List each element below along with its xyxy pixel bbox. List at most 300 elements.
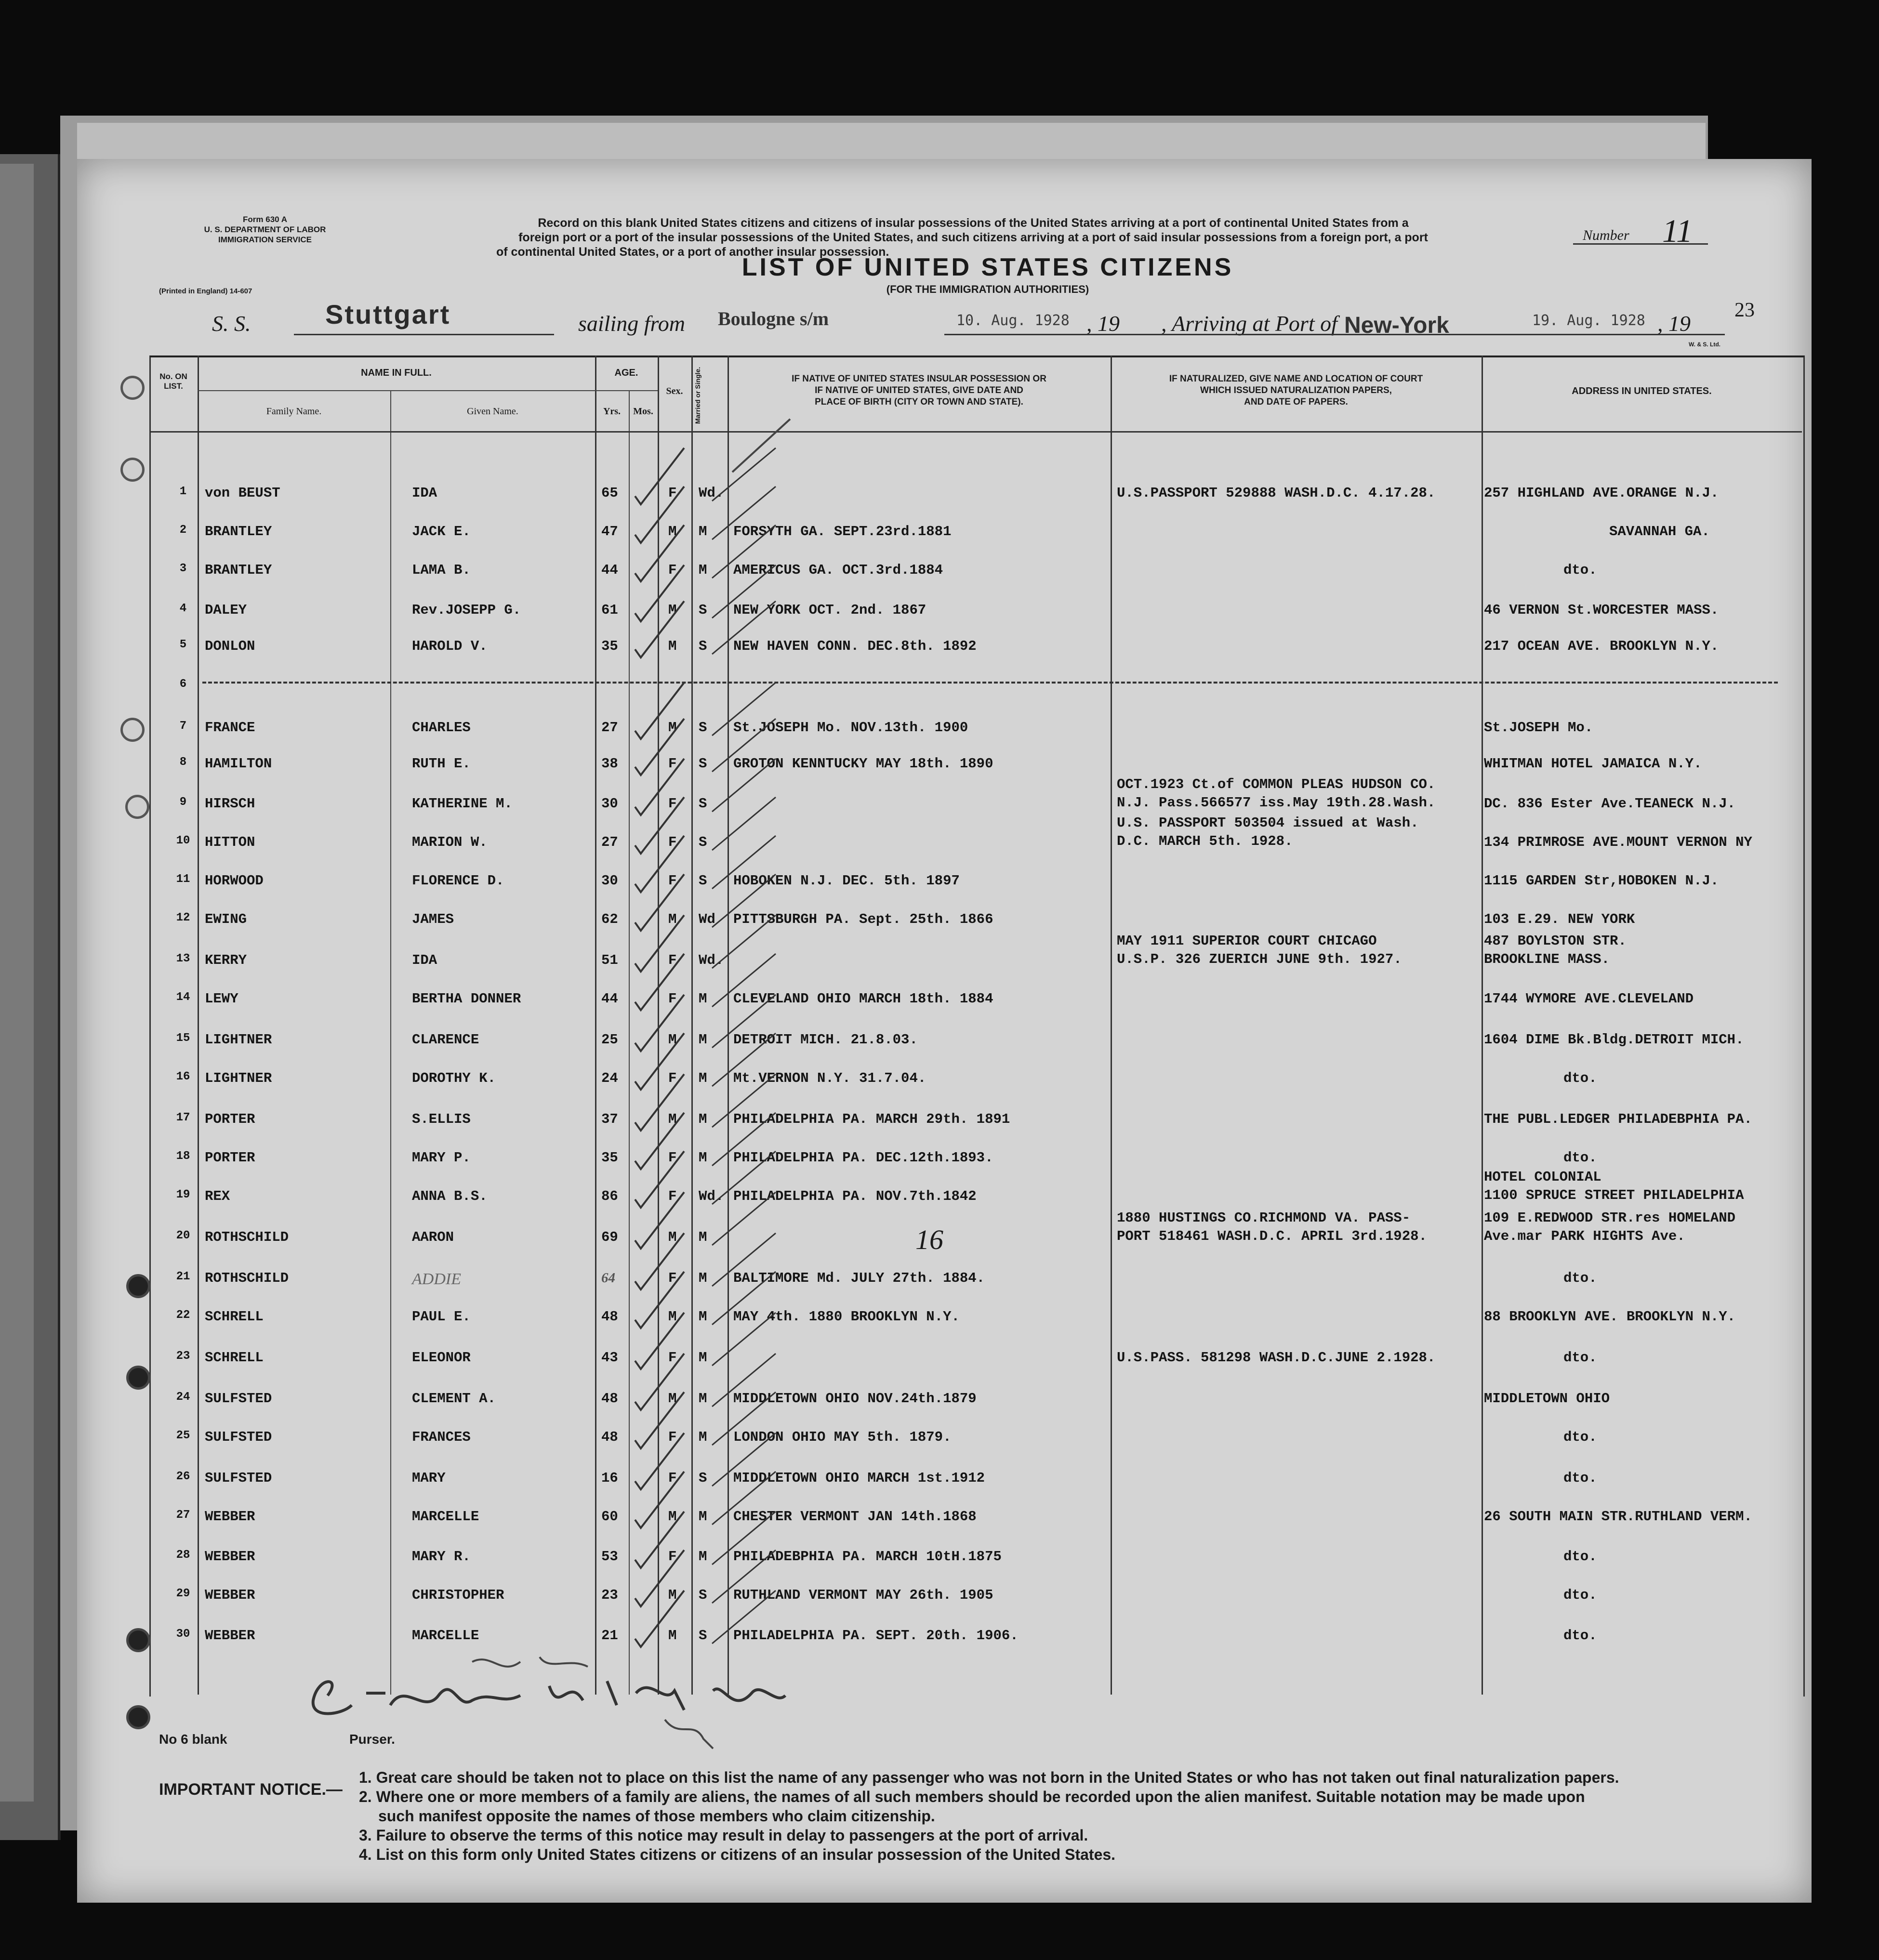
row-age: 35 [601, 638, 618, 654]
page-title: LIST OF UNITED STATES CITIZENS [741, 253, 1234, 281]
row-given-name: MARION W. [412, 834, 488, 850]
col-birth-line-1: IF NATIVE OF UNITED STATES INSULAR POSSESSION OR [792, 374, 1046, 384]
col-nat-line-1: IF NATURALIZED, GIVE NAME AND LOCATION OF COURT [1169, 374, 1423, 384]
col-married: Married or Single. [694, 367, 701, 424]
row-age: 16 [601, 1470, 618, 1486]
col-nat-line-2: WHICH ISSUED NATURALIZATION PAPERS, [1200, 385, 1392, 395]
year-label-1: , 19 [1086, 311, 1120, 336]
record-line-3: of continental United States, or a port of another insular possession. [496, 245, 889, 259]
checkmark-stroke [712, 719, 776, 772]
row-no: 21 [176, 1270, 190, 1283]
row-birth: CLEVELAND OHIO MARCH 18th. 1884 [733, 991, 993, 1007]
date-from: 10. Aug. 1928 [956, 312, 1070, 329]
row-age: 53 [601, 1549, 618, 1565]
row-sex: F [668, 1549, 677, 1565]
row-marital: M [699, 1429, 707, 1445]
checkmark-stroke [712, 995, 776, 1048]
row-sex: M [668, 1032, 677, 1048]
row-family-name: WEBBER [205, 1549, 255, 1565]
punch-hole [120, 718, 145, 742]
row-address: DC. 836 Ester Ave.TEANECK N.J. [1484, 796, 1736, 812]
row-given-name: JAMES [412, 911, 454, 927]
number-label: Number [1583, 227, 1629, 243]
row-sex: M [668, 1309, 677, 1325]
row-sex: F [668, 1150, 677, 1166]
checkmark-stroke [712, 797, 776, 850]
row-family-name: FRANCE [205, 720, 255, 736]
punch-hole [126, 1705, 150, 1729]
checkmark [635, 1033, 684, 1090]
punch-hole [126, 1628, 150, 1652]
notice-item-1: 1. Great care should be taken not to place on this list the name of any passenger who was not born in the United States or who has not taken out final naturalization papers. [359, 1769, 1619, 1786]
row-age: 62 [601, 911, 618, 927]
row-marital: S [699, 1587, 707, 1603]
row-address: MIDDLETOWN OHIO [1484, 1391, 1610, 1407]
row-family-name: PORTER [205, 1111, 255, 1127]
row-marital: S [699, 796, 707, 812]
ss-label: S. S. [212, 311, 251, 336]
col-nat-line-3: AND DATE OF PAPERS. [1244, 397, 1348, 407]
row-family-name: PORTER [205, 1150, 255, 1166]
row-sex: F [668, 952, 677, 968]
arriving-label: , Arriving at Port of [1161, 311, 1337, 336]
row-sex: M [668, 1229, 677, 1245]
row-family-name: HORWOOD [205, 873, 264, 889]
row-sex: F [668, 756, 677, 772]
row-age: 48 [601, 1309, 618, 1325]
checkmark-stroke [712, 1074, 776, 1127]
row-family-name: WEBBER [205, 1628, 255, 1644]
row-address: dto. [1563, 1070, 1597, 1086]
row-birth: CHESTER VERMONT JAN 14th.1868 [733, 1509, 977, 1525]
row-no: 24 [176, 1391, 190, 1404]
purser-label: Purser. [349, 1732, 395, 1747]
row-marital: Wd. [699, 1188, 724, 1204]
checkmark-group [635, 448, 776, 1647]
row-address: dto. [1563, 1150, 1597, 1166]
checkmark [635, 1392, 684, 1448]
row-family-name: DALEY [205, 602, 247, 618]
record-line-1: Record on this blank United States citizens and citizens of insular possessions of the United States arriving at a port of continental United States from a [538, 216, 1409, 230]
row-given-name: MARY P. [412, 1150, 471, 1166]
checkmark-stroke [712, 1313, 776, 1366]
punch-hole [126, 1274, 150, 1298]
row-no: 7 [179, 720, 187, 733]
checkmark-stroke [712, 1472, 776, 1525]
col-sex: Sex. [666, 386, 683, 396]
checkmark-stroke [712, 1354, 776, 1407]
checkmark-stroke [712, 487, 776, 539]
col-age: AGE. [614, 368, 638, 378]
row-birth: AMERICUS GA. OCT.3rd.1884 [733, 562, 943, 578]
row-sex: M [668, 911, 677, 927]
row-marital: M [699, 1270, 707, 1286]
checkmark [635, 1313, 684, 1369]
row-no: 14 [176, 991, 190, 1004]
checkmark [635, 683, 684, 739]
col-given: Given Name. [467, 406, 518, 417]
row-given-name: MARY [412, 1470, 446, 1486]
row-marital: S [699, 638, 707, 654]
row-naturalized: U.S.PASS. 581298 WASH.D.C.JUNE 2.1928. [1117, 1350, 1436, 1366]
checkmark-stroke [712, 601, 776, 654]
row-family-name: SULFSTED [205, 1429, 272, 1445]
row-marital: S [699, 1628, 707, 1644]
checkmark-stroke [712, 1433, 776, 1486]
row-given-name: JACK E. [412, 524, 471, 539]
row-age: 23 [601, 1587, 618, 1603]
row-age: 25 [601, 1032, 618, 1048]
row-sex: F [668, 1188, 677, 1204]
checkmark-stroke [712, 1192, 776, 1245]
row-birth: PHILADELPHIA PA. NOV.7th.1842 [733, 1188, 977, 1204]
row-marital: S [699, 602, 707, 618]
row-family-name: SULFSTED [205, 1470, 272, 1486]
row-marital: M [699, 1549, 707, 1565]
row-age: 86 [601, 1188, 618, 1204]
row-family-name: DONLON [205, 638, 255, 654]
row-age: 64 [601, 1270, 615, 1286]
record-line-2: foreign port or a port of the insular possessions of the United States, and such citizens arriving at a port of said insular possessions from a foreign port, a port [518, 231, 1428, 244]
row-sex: M [668, 1509, 677, 1525]
row-family-name: WEBBER [205, 1509, 255, 1525]
col-birth-line-3: PLACE OF BIRTH (CITY OR TOWN AND STATE). [815, 397, 1023, 407]
row-naturalized-line-2: PORT 518461 WASH.D.C. APRIL 3rd.1928. [1117, 1228, 1427, 1244]
row-given-name: CLARENCE [412, 1032, 479, 1048]
row-address: 1744 WYMORE AVE.CLEVELAND [1484, 991, 1694, 1007]
checkmark [635, 1591, 684, 1647]
row-no: 2 [179, 524, 187, 537]
row-address: 257 HIGHLAND AVE.ORANGE N.J. [1484, 485, 1719, 501]
blank-note: No 6 blank [159, 1732, 227, 1747]
row-no: 15 [176, 1032, 190, 1045]
row-sex: F [668, 796, 677, 812]
row-given-name: IDA [412, 952, 437, 968]
checkmark-stroke [712, 1272, 776, 1325]
notice-body [359, 1768, 1800, 1864]
col-mos: Mos. [633, 406, 653, 417]
row-age: 24 [601, 1070, 618, 1086]
row-birth: BALTIMORE Md. JULY 27th. 1884. [733, 1270, 985, 1286]
row-given-name: S.ELLIS [412, 1111, 471, 1127]
row-marital: Wd [699, 911, 715, 927]
row-age: 65 [601, 485, 618, 501]
row-sex: M [668, 1111, 677, 1127]
col-no: No. ON LIST. [159, 372, 187, 391]
row-sex: F [668, 485, 677, 501]
row-marital: M [699, 1070, 707, 1086]
date-to: 19. Aug. 1928 [1532, 312, 1645, 329]
row-birth: PITTSBURGH PA. Sept. 25th. 1866 [733, 911, 993, 927]
row-birth: PHILADELPHIA PA. MARCH 29th. 1891 [733, 1111, 1010, 1127]
row-marital: M [699, 1111, 707, 1127]
row-sex: F [668, 562, 677, 578]
col-address: ADDRESS IN UNITED STATES. [1572, 386, 1712, 396]
row-family-name: SCHRELL [205, 1309, 264, 1325]
checkmark [635, 954, 684, 1010]
row-family-name: LEWY [205, 991, 238, 1007]
row-no: 9 [179, 796, 187, 809]
row-naturalized: 1880 HUSTINGS CO.RICHMOND VA. PASS- [1117, 1210, 1411, 1226]
checkmark-stroke [712, 759, 776, 812]
printed-note: (Printed in England) 14-607 [159, 287, 252, 295]
row-sex: F [668, 1350, 677, 1366]
col-name-in-full: NAME IN FULL. [361, 368, 432, 378]
col-family: Family Name. [266, 406, 322, 417]
row-address: dto. [1563, 562, 1597, 578]
row-age: 48 [601, 1429, 618, 1445]
year-label-2: , 19 [1657, 311, 1691, 336]
row-family-name: HAMILTON [205, 756, 272, 772]
service: IMMIGRATION SERVICE [218, 235, 312, 244]
row-sex: M [668, 602, 677, 618]
row-address: dto. [1563, 1470, 1597, 1486]
row-given-name: AARON [412, 1229, 454, 1245]
row-address: 46 VERNON St.WORCESTER MASS. [1484, 602, 1719, 618]
row-naturalized: MAY 1911 SUPERIOR COURT CHICAGO [1117, 933, 1377, 949]
row-age: 30 [601, 873, 618, 889]
ship-name: Stuttgart [325, 299, 451, 329]
row-given-name: MARCELLE [412, 1509, 479, 1525]
row-age: 27 [601, 720, 618, 736]
row-given-name: Rev.JOSEPP G. [412, 602, 521, 618]
row-given-name: PAUL E. [412, 1309, 471, 1325]
row-age: 44 [601, 991, 618, 1007]
row-address: SAVANNAH GA. [1609, 524, 1710, 539]
row-given-name: BERTHA DONNER [412, 991, 521, 1007]
row-given-name: LAMA B. [412, 562, 471, 578]
row-family-name: HIRSCH [205, 796, 255, 812]
row-no: 22 [176, 1309, 190, 1322]
checkmark-stroke [712, 525, 776, 578]
row-family-name: EWING [205, 911, 247, 927]
row-birth: PHILADELPHIA PA. SEPT. 20th. 1906. [733, 1628, 1019, 1644]
row-no: 10 [176, 834, 190, 847]
row-address-line-2: BROOKLINE MASS. [1484, 951, 1610, 967]
row-given-name: FLORENCE D. [412, 873, 504, 889]
checkmark-stroke [712, 683, 776, 736]
row-birth: NEW HAVEN CONN. DEC.8th. 1892 [733, 638, 977, 654]
row-no: 23 [176, 1350, 190, 1363]
row-address: dto. [1563, 1549, 1597, 1565]
row-marital: M [699, 991, 707, 1007]
sailing-label: sailing from [578, 311, 685, 336]
row-no: 4 [179, 602, 187, 615]
row-marital: M [699, 524, 707, 539]
row-no: 19 [176, 1188, 190, 1201]
row-no: 8 [179, 756, 187, 769]
row-given-name: HAROLD V. [412, 638, 488, 654]
checkmark [635, 874, 684, 931]
row-age: 51 [601, 952, 618, 968]
row-address: dto. [1563, 1350, 1597, 1366]
row-age: 48 [601, 1391, 618, 1407]
row-address: THE PUBL.LEDGER PHILADEBPHIA PA. [1484, 1111, 1752, 1127]
row-age: 30 [601, 796, 618, 812]
department: U. S. DEPARTMENT OF LABOR [204, 225, 326, 234]
row-address: 134 PRIMROSE AVE.MOUNT VERNON NY [1484, 834, 1752, 850]
row-birth: St.JOSEPH Mo. NOV.13th. 1900 [733, 720, 968, 736]
notice-item-2: 2. Where one or more members of a family are aliens, the names of all such members should be recorded upon the alien manifest. Suitable notation may be made upon [359, 1788, 1585, 1805]
row-age: 27 [601, 834, 618, 850]
row-marital: S [699, 1470, 707, 1486]
row-naturalized: U.S. PASSPORT 503504 issued at Wash. [1117, 815, 1419, 831]
row-given-name: DOROTHY K. [412, 1070, 496, 1086]
row-marital: S [699, 873, 707, 889]
row-address-line-2: 1100 SPRUCE STREET PHILADELPHIA [1484, 1187, 1744, 1203]
row-marital: M [699, 1032, 707, 1048]
notice-item-3: 3. Failure to observe the terms of this notice may result in delay to passengers at the port of arrival. [359, 1827, 1088, 1844]
notice-label: IMPORTANT NOTICE.— [159, 1780, 343, 1799]
row-given-name: CHRISTOPHER [412, 1587, 504, 1603]
notice-item-4: 4. List on this form only United States citizens or citizens of an insular possession of the United States. [359, 1846, 1116, 1863]
row-age: 35 [601, 1150, 618, 1166]
row-address: 1115 GARDEN Str,HOBOKEN N.J. [1484, 873, 1719, 889]
row-no: 12 [176, 911, 190, 924]
row-birth: LONDON OHIO MAY 5th. 1879. [733, 1429, 952, 1445]
row-sex: F [668, 1470, 677, 1486]
row-naturalized: OCT.1923 Ct.of COMMON PLEAS HUDSON CO. [1117, 776, 1436, 792]
row-naturalized-line-2: D.C. MARCH 5th. 1928. [1117, 833, 1293, 849]
col-yrs: Yrs. [603, 406, 621, 417]
col-birth-line-2: IF NATIVE OF UNITED STATES, GIVE DATE AND [815, 385, 1023, 395]
row-sex: F [668, 834, 677, 850]
row-birth: Mt.VERNON N.Y. 31.7.04. [733, 1070, 926, 1086]
row-naturalized-line-2: U.S.P. 326 ZUERICH JUNE 9th. 1927. [1117, 951, 1402, 967]
row-sex: M [668, 720, 677, 736]
row-given-name: MARY R. [412, 1549, 471, 1565]
row-age: 44 [601, 562, 618, 578]
row-sex: F [668, 991, 677, 1007]
corner-number: 23 [1734, 299, 1755, 321]
row-no: 6 [179, 678, 187, 691]
row-birth: MIDDLETOWN OHIO MARCH 1st.1912 [733, 1470, 985, 1486]
row-age: 38 [601, 756, 618, 772]
row-age: 60 [601, 1509, 618, 1525]
form-number: Form 630 A [243, 215, 287, 224]
row-address: 217 OCEAN AVE. BROOKLYN N.Y. [1484, 638, 1719, 654]
row-family-name: von BEUST [205, 485, 280, 501]
row-marital: M [699, 1509, 707, 1525]
checkmark-stroke [712, 915, 776, 968]
row-family-name: ROTHSCHILD [205, 1229, 289, 1245]
row-given-name: RUTH E. [412, 756, 471, 772]
row-address: St.JOSEPH Mo. [1484, 720, 1593, 736]
row-family-name: SCHRELL [205, 1350, 264, 1366]
row-family-name: SULFSTED [205, 1391, 272, 1407]
row-no: 30 [176, 1628, 190, 1641]
number-value: 11 [1662, 212, 1693, 249]
row-no: 25 [176, 1429, 190, 1442]
row-marital: S [699, 756, 707, 772]
row-given-name: FRANCES [412, 1429, 471, 1445]
row-no: 26 [176, 1470, 190, 1483]
row-age: 69 [601, 1229, 618, 1245]
checkmark-stroke [712, 1113, 776, 1166]
row-sex: M [668, 1628, 677, 1644]
row-given-name: ADDIE [412, 1270, 461, 1288]
punch-hole [120, 376, 145, 400]
row-no: 11 [176, 873, 190, 886]
row-given-name: IDA [412, 485, 437, 501]
checkmark [635, 601, 684, 658]
checkmark-stroke [712, 1392, 776, 1445]
row-no: 13 [176, 952, 190, 965]
row-family-name: LIGHTNER [205, 1032, 272, 1048]
row-family-name: BRANTLEY [205, 562, 272, 578]
checkmark [635, 525, 684, 581]
checkmark-stroke [712, 1591, 776, 1644]
punch-hole [126, 1366, 150, 1390]
row-given-name: ELEONOR [412, 1350, 471, 1366]
row-naturalized-line-2: N.J. Pass.566577 iss.May 19th.28.Wash. [1117, 795, 1436, 811]
row-no: 17 [176, 1111, 190, 1124]
row-address: 109 E.REDWOOD STR.res HOMELAND [1484, 1210, 1736, 1226]
row-family-name: REX [205, 1188, 230, 1204]
row-family-name: ROTHSCHILD [205, 1270, 289, 1286]
row-marital: M [699, 1391, 707, 1407]
printer-mark: W. & S. Ltd. [1689, 341, 1720, 348]
row-no: 18 [176, 1150, 190, 1163]
row-no: 28 [176, 1549, 190, 1562]
row-marital: S [699, 720, 707, 736]
notice-item-2-cont: such manifest opposite the names of those members who claim citizenship. [378, 1807, 935, 1825]
row-given-name: KATHERINE M. [412, 796, 513, 812]
checkmark-stroke [712, 1233, 776, 1286]
punch-hole [125, 795, 149, 819]
row-marital: M [699, 1150, 707, 1166]
header-check-stroke [732, 419, 790, 472]
row-age: 61 [601, 602, 618, 618]
checkmark [635, 565, 684, 621]
checkmark-stroke [712, 448, 776, 501]
row-sex: F [668, 1070, 677, 1086]
row-sex: M [668, 524, 677, 539]
row-no: 1 [179, 485, 187, 498]
row-sex: M [668, 1391, 677, 1407]
checkmark-stroke [712, 1550, 776, 1603]
row-marital: S [699, 834, 707, 850]
row-address: 1604 DIME Bk.Bldg.DETROIT MICH. [1484, 1032, 1744, 1048]
checkmark-stroke [712, 874, 776, 927]
checkmark [635, 1151, 684, 1208]
page-subtitle: (FOR THE IMMIGRATION AUTHORITIES) [886, 283, 1089, 295]
row-sex: M [668, 1587, 677, 1603]
checkmark-stroke [712, 565, 776, 618]
row-birth: MAY 4th. 1880 BROOKLYN N.Y. [733, 1309, 960, 1325]
row-marital: Wd. [699, 485, 724, 501]
row-given-name: MARCELLE [412, 1628, 479, 1644]
row-age: 47 [601, 524, 618, 539]
row-birth: MIDDLETOWN OHIO NOV.24th.1879 [733, 1391, 977, 1407]
row-family-name: LIGHTNER [205, 1070, 272, 1086]
row-family-name: BRANTLEY [205, 524, 272, 539]
checkmark [635, 1272, 684, 1328]
row-given-name: CHARLES [412, 720, 471, 736]
checkmark-stroke [712, 954, 776, 1007]
row-sex: F [668, 1270, 677, 1286]
row-naturalized: U.S.PASSPORT 529888 WASH.D.C. 4.17.28. [1117, 485, 1436, 501]
row-address: 487 BOYLSTON STR. [1484, 933, 1627, 949]
row-no: 16 [176, 1070, 190, 1083]
row-no: 27 [176, 1509, 190, 1522]
row-address: dto. [1563, 1270, 1597, 1286]
row-family-name: HITTON [205, 834, 255, 850]
row-birth: RUTHLAND VERMONT MAY 26th. 1905 [733, 1587, 993, 1603]
punch-hole [120, 458, 145, 482]
checkmark-stroke [712, 1151, 776, 1204]
row-marital: M [699, 1229, 707, 1245]
